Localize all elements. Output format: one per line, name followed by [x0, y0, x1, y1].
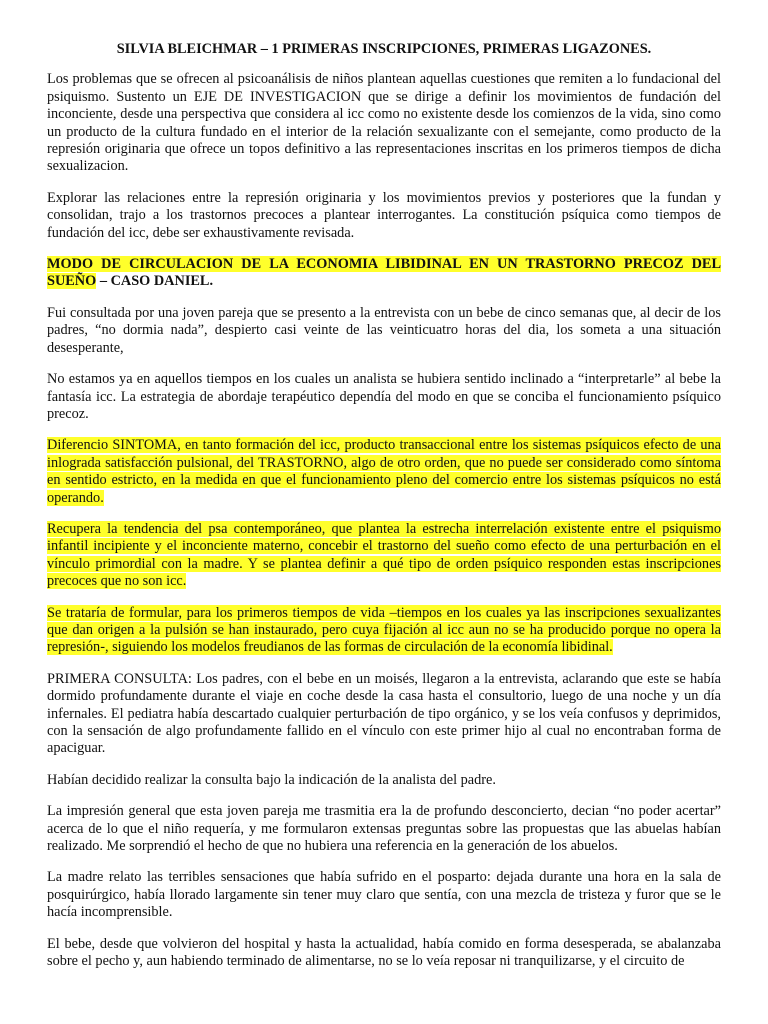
paragraph-11: La madre relato las terribles sensaciones que había sufrido en el posparto: dejada durante una hora en la sala de posquirúrgico, había llorado largamente sin tener muy claro que sentía, con una mezcla de tristeza y furor que se le hacía incomprensible.	[47, 869, 721, 921]
paragraph-8: PRIMERA CONSULTA: Los padres, con el bebe en un moisés, llegaron a la entrevista, aclarando que este se había dormido profundamente durante el viaje en coche desde la casa hasta el consultorio, luego de una noche y un día infernales. El pediatra había descartado cualquier perturbación de tipo orgánico, y se los veía confusos y deprimidos, con la sensación de algo profundamente fallido en el vínculo con este primer hijo al cual no encontraban forma de apaciguar.	[47, 670, 721, 757]
section-heading	[47, 256, 721, 291]
paragraph-12: El bebe, desde que volvieron del hospital y hasta la actualidad, había comido en forma desesperada, se abalanzaba sobre el pecho y, aun habiendo terminado de alimentarse, no se lo veía reposar ni tranquilizarse, y el circuito de	[47, 935, 721, 970]
paragraph-3: Fui consultada por una joven pareja que se presento a la entrevista con un bebe de cinco semanas que, al decir de los padres, “no dormia nada”, despierto casi veinte de las veinticuatro horas del dia, los someta a una situación desesperante,	[47, 304, 721, 356]
paragraph-6	[47, 521, 721, 591]
paragraph-9: Habían decidido realizar la consulta bajo la indicación de la analista del padre.	[47, 771, 496, 788]
section-heading-highlighted: MODO DE CIRCULACION DE LA ECONOMIA LIBIDINAL EN UN TRASTORNO PRECOZ DEL SUEÑO	[47, 256, 721, 290]
paragraph-2: Explorar las relaciones entre la represión originaria y los movimientos previos y posteriores que la fundan y consolidan, trajo a los trastornos precoces a plantear interrogantes. La constitución psíquica como tiempos de fundación del icc, debe ser exhaustivamente revisada.	[47, 189, 721, 241]
paragraph-7	[47, 605, 721, 657]
document-body	[47, 41, 721, 970]
paragraph-7-highlight: Se trataría de formular, para los primeros tiempos de vida –tiempos en los cuales ya las inscripciones sexualizantes que dan origen a la pulsión se han instaurado, pero cuya fijación al icc aun no se ha producido porque no opera la represión-, siguiendo los modelos freudianos de las formas de circulación de la economía libidinal.	[47, 604, 721, 656]
paragraph-6-highlight: Recupera la tendencia del psa contemporáneo, que plantea la estrecha interrelación existente entre el psiquismo infantil incipiente y el inconciente materno, concebir el trastorno del sueño como efecto de una perturbación en el vínculo primordial con la madre. Y se plantea definir a qué tipo de orden psíquico responden estas inscripciones precoces que no son icc.	[47, 520, 721, 590]
paragraph-5-highlight: Diferencio SINTOMA, en tanto formación del icc, producto transaccional entre los sistemas psíquicos efecto de una inlograda satisfacción pulsional, del TRASTORNO, algo de otro orden, que no puede ser considerado como síntoma en sentido estricto, en la medida en que el funcionamiento pleno del comercio entre los sistemas psíquicos no está operando.	[47, 437, 721, 506]
paragraph-10: La impresión general que esta joven pareja me trasmitia era la de profundo desconcierto, decian “no poder acertar” acerca de lo que el niño requería, y me formularon extensas preguntas sobre las propuestas que las abuelas habían realizado. Me sorprendió el hecho de que no hubiera una referencia en la generación de los abuelos.	[47, 803, 721, 855]
document-title: SILVIA BLEICHMAR – 1 PRIMERAS INSCRIPCIONES, PRIMERAS LIGAZONES.	[116, 41, 652, 57]
paragraph-4: No estamos ya en aquellos tiempos en los cuales un analista se hubiera sentido inclinado a “interpretarle” al bebe la fantasía icc. La estrategia de abordaje terapéutico dependía del modo en que se conciba el funcionamiento psíquico precoz.	[47, 371, 721, 422]
paragraph-1: Los problemas que se ofrecen al psicoanálisis de niños plantean aquellas cuestiones que remiten a lo fundacional del psiquismo. Sustento un EJE DE INVESTIGACION que se dirige a definir los movimientos de fundación del inconciente, desde una perspectiva que considera al icc como no existente desde los comienzos de la vida, sino como un producto de la cultura fundado en el interior de la relación sexualizante con el semejante, como producto de la represión originaria que ofrece un topos definitivo a las representaciones inscritas en los primeros tiempos de dicha sexualizacion.	[47, 71, 721, 175]
paragraph-5	[47, 437, 721, 507]
section-heading-rest: – CASO DANIEL.	[96, 273, 214, 290]
